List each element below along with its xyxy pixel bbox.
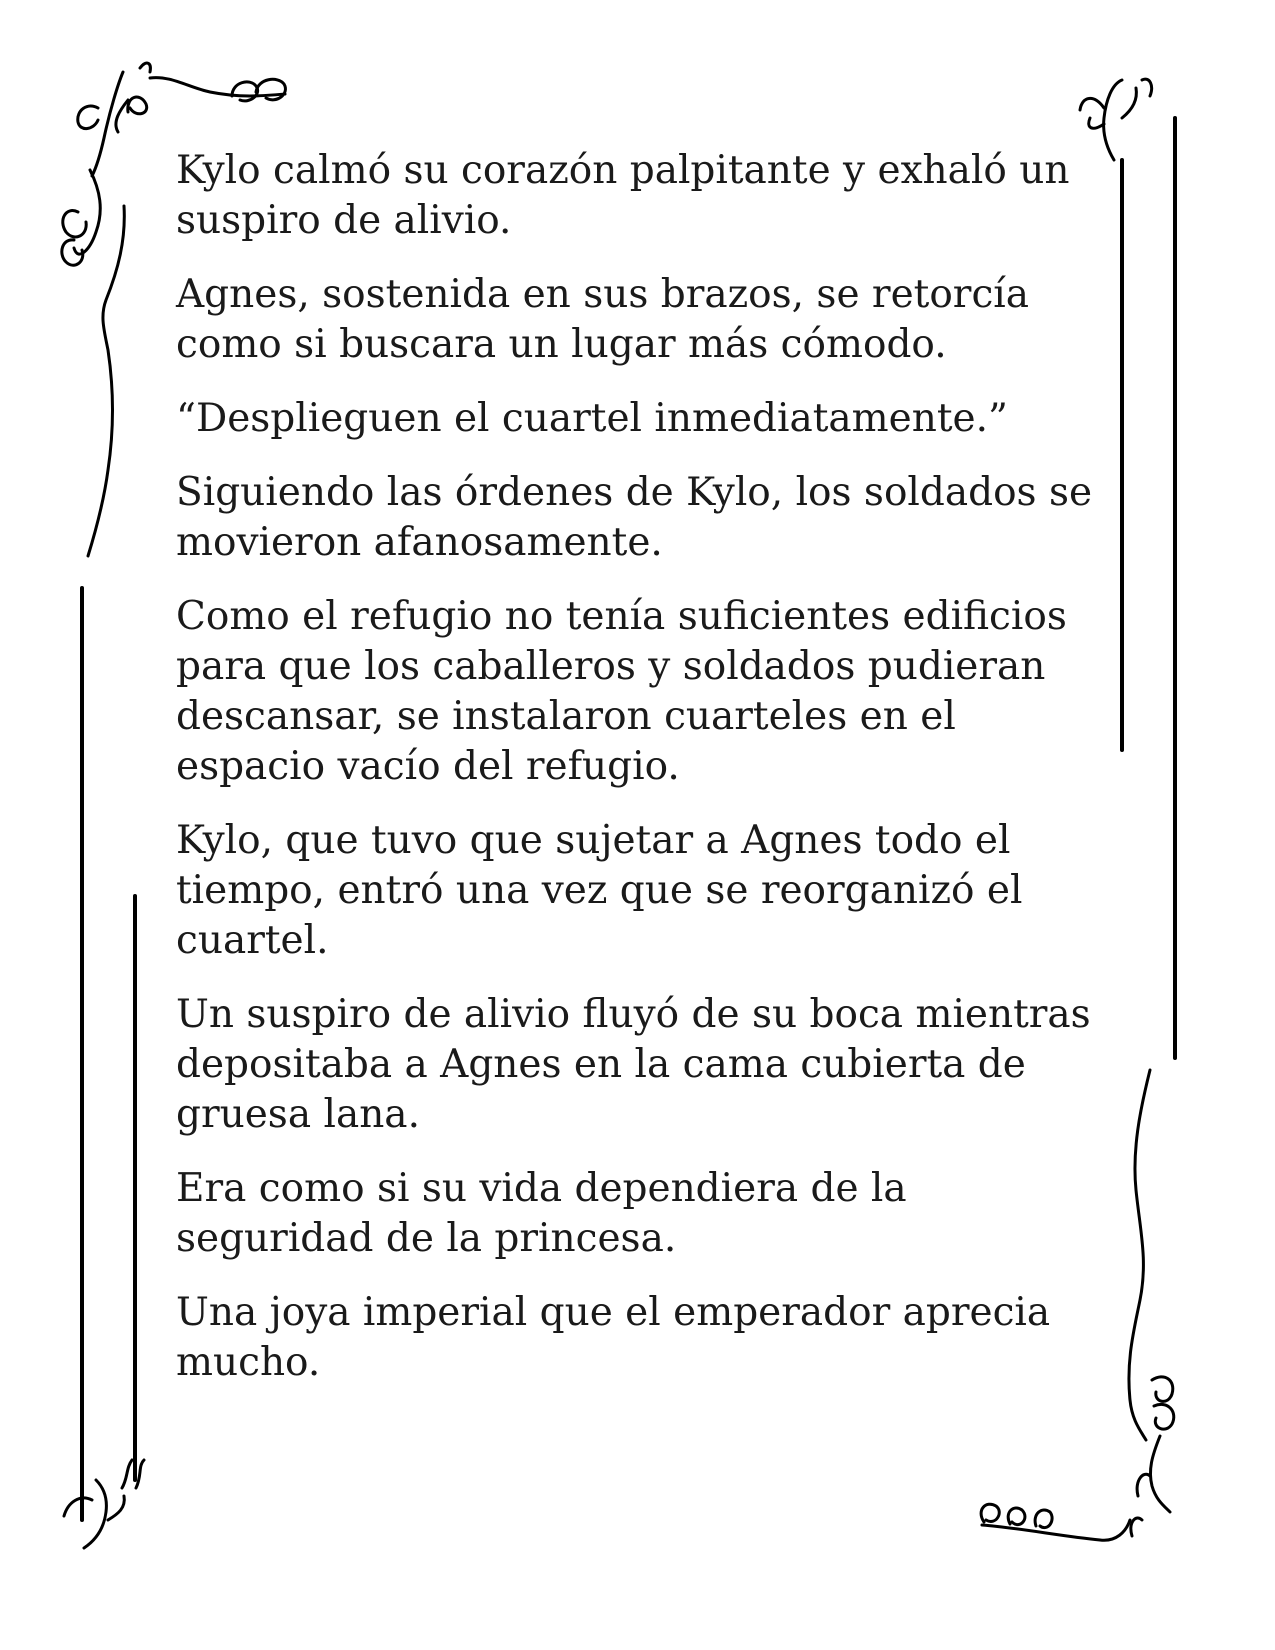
paragraph-4: Siguiendo las órdenes de Kylo, los soldados se movieron afanosamente. [176,470,1093,565]
bottom-left-flourish [64,1460,144,1548]
story-text [176,146,1096,1412]
paragraph-8: Era como si su vida dependiera de la seguridad de la princesa. [176,1166,907,1261]
paragraph-9: Una joya imperial que el emperador aprecia mucho. [176,1290,1051,1385]
paragraph-5: Como el refugio no tenía suficientes edificios para que los caballeros y soldados pudieran descansar, se instalaron cuarteles en el espacio vacío del refugio. [176,594,1067,789]
paragraph-3: “Desplieguen el cuartel inmediatamente.” [176,396,1008,441]
paragraph-2: Agnes, sostenida en sus brazos, se retorcía como si buscara un lugar más cómodo. [176,272,1030,367]
paragraph-1: Kylo calmó su corazón palpitante y exhaló un suspiro de alivio. [176,148,1070,243]
paragraph-7: Un suspiro de alivio fluyó de su boca mientras depositaba a Agnes en la cama cubierta de gruesa lana. [176,992,1091,1137]
paragraph-6: Kylo, que tuvo que sujetar a Agnes todo el tiempo, entró una vez que se reorganizó el cuartel. [176,818,1023,963]
